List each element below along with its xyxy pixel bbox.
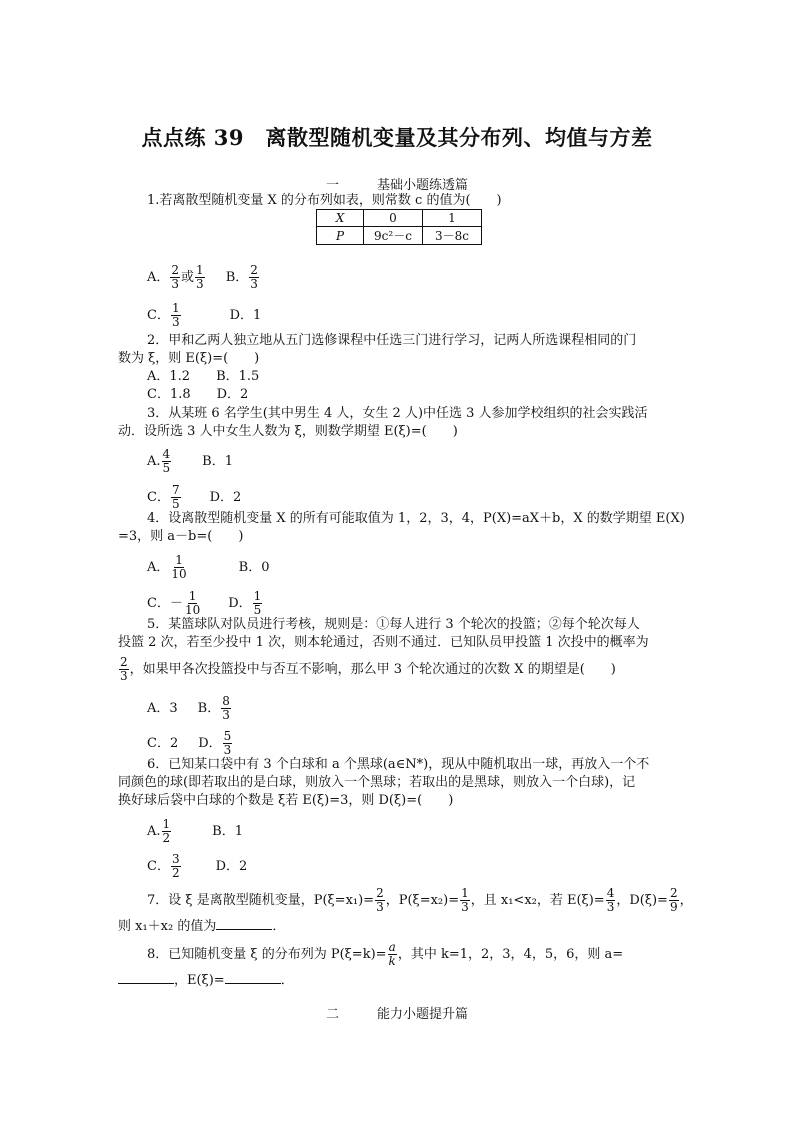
table-cell: 3－8c [423, 227, 482, 245]
question-2-options-cd: C．1.8 D．2 [147, 387, 249, 402]
section-heading-advanced [0, 1003, 794, 1022]
fraction: $\frac{1}{5}$ [253, 589, 262, 617]
question-6-options-cd: C． $\frac{3}{2}$ D．2 [147, 852, 248, 880]
table-row [317, 210, 482, 227]
fraction: $\frac{2}{9}$ [669, 886, 678, 914]
question-1-stem: 1.若离散型随机变量 X 的分布列如表，则常数 c 的值为( ) [147, 193, 502, 208]
fraction: $\frac{2}{3}$ [171, 263, 180, 291]
question-4-options-cd: C．－ $\frac{1}{10}$ D． $\frac{1}{5}$ [147, 589, 262, 617]
table-cell: X [317, 210, 364, 227]
table-cell: 9c²－c [364, 227, 423, 245]
table-cell: P [317, 227, 364, 245]
fraction: $\frac{1}{10}$ [184, 589, 201, 617]
question-6-line-3: 换好球后袋中白球的个数是 ξ若 E(ξ)=3，则 D(ξ)=( ) [118, 793, 454, 808]
question-2-options-ab: A．1.2 B．1.5 [147, 369, 260, 384]
fraction: $\frac{1}{3}$ [196, 263, 204, 291]
question-8-line-1: 8．已知随机变量 ξ 的分布列为 P(ξ=k)= $\frac{a}{k}$ ，其中 k=1，2，3，4，5，6，则 a= [147, 940, 624, 968]
fraction: $\frac{2}{3}$ [250, 263, 258, 291]
fraction: $\frac{4}{3}$ [606, 886, 615, 914]
question-5-options-ab: A．3 B． $\frac{8}{3}$ [147, 694, 230, 722]
question-5-options-cd: C．2 D． $\frac{5}{3}$ [147, 729, 232, 757]
question-4-line-2: =3，则 a－b=( ) [118, 529, 244, 544]
fraction: $\frac{1}{2}$ [162, 817, 171, 845]
fraction: $\frac{1}{3}$ [171, 301, 180, 329]
question-2-line-1: 2．甲和乙两人独立地从五门选修课程中任选三门进行学习，记两人所选课程相同的门 [147, 333, 637, 348]
table-row [317, 227, 482, 245]
fraction: $\frac{7}{5}$ [171, 483, 180, 511]
section-label: 能力小题提升篇 [377, 1007, 469, 1022]
question-8-line-2: ，E(ξ)= ． [118, 971, 294, 989]
question-4-options-ab: A． $\frac{1}{10}$ B．0 [147, 553, 270, 581]
question-3-line-2: 动．设所选 3 人中女生人数为 ξ，则数学期望 E(ξ)=( ) [118, 424, 458, 439]
question-6-line-2: 同颜色的球(即若取出的是白球，则放入一个黑球；若取出的是黑球，则放入一个白球)，记 [118, 775, 636, 790]
fraction: $\frac{4}{5}$ [162, 447, 171, 475]
fraction: $\frac{1}{10}$ [171, 553, 187, 581]
question-5-line-3: $\frac{2}{3}$ ，如果甲各次投篮投中与否互不影响，那么甲 3 个轮次通过的次数 X 的期望是( ) [120, 655, 616, 683]
fraction: $\frac{8}{3}$ [222, 694, 230, 722]
answer-blank[interactable] [216, 917, 272, 930]
page-title: 点点练 39 离散型随机变量及其分布列、均值与方差 [141, 125, 653, 150]
question-1-options-ab: A． $\frac{2}{3}$ 或 $\frac{1}{3}$ B． $\frac{2}{3}$ [147, 263, 258, 291]
section-number: 二 [325, 1007, 339, 1022]
section-heading-basic [0, 174, 794, 193]
fraction: $\frac{2}{3}$ [120, 655, 128, 683]
question-3-options-ab: A. $\frac{4}{5}$ B．1 [147, 447, 233, 475]
question-3-line-1: 3．从某班 6 名学生(其中男生 4 人，女生 2 人)中任选 3 人参加学校组织的社会实践活 [147, 406, 648, 421]
section-number: 一 [325, 178, 339, 193]
fraction: $\frac{a}{k}$ [388, 940, 396, 968]
question-4-line-1: 4．设离散型随机变量 X 的所有可能取值为 1，2，3，4，P(X)=aX＋b，X 的数学期望 E(X) [147, 511, 685, 526]
question-5-line-1: 5．某篮球队对队员进行考核，规则是：①每人进行 3 个轮次的投篮；②每个轮次每人 [147, 617, 640, 632]
fraction: $\frac{5}{3}$ [223, 729, 232, 757]
section-label: 基础小题练透篇 [377, 178, 469, 193]
question-5-line-2: 投篮 2 次，若至少投中 1 次，则本轮通过，否则不通过．已知队员甲投篮 1 次投中的概率为 [118, 635, 649, 650]
question-6-options-ab: A. $\frac{1}{2}$ B．1 [147, 817, 243, 845]
question-1-options-cd: C． $\frac{1}{3}$ D．1 [147, 301, 262, 329]
fraction: $\frac{3}{2}$ [171, 852, 180, 880]
fraction: $\frac{1}{3}$ [461, 886, 469, 914]
question-2-line-2: 数为 ξ，则 E(ξ)=( ) [118, 351, 260, 366]
fraction: $\frac{2}{3}$ [376, 886, 384, 914]
distribution-table [316, 209, 482, 245]
answer-blank[interactable] [118, 971, 174, 984]
question-7-line-1: 7．设 ξ 是离散型随机变量，P(ξ=x₁)= $\frac{2}{3}$ ，P(ξ=x₂)= $\frac{1}{3}$ ，且 x₁<x₂，若 E(ξ)= $\frac{4}{3}$ ，D(ξ)= $\frac{2}{9}$ ， [147, 886, 693, 914]
question-3-options-cd: C． $\frac{7}{5}$ D．2 [147, 483, 242, 511]
question-6-line-1: 6．已知某口袋中有 3 个白球和 a 个黑球(a∈N*)，现从中随机取出一球，再放入一个不 [147, 757, 650, 772]
answer-blank[interactable] [225, 971, 281, 984]
table-cell: 1 [423, 210, 482, 227]
table-cell: 0 [364, 210, 423, 227]
question-7-line-2: 则 x₁＋x₂ 的值为 ． [118, 919, 286, 934]
